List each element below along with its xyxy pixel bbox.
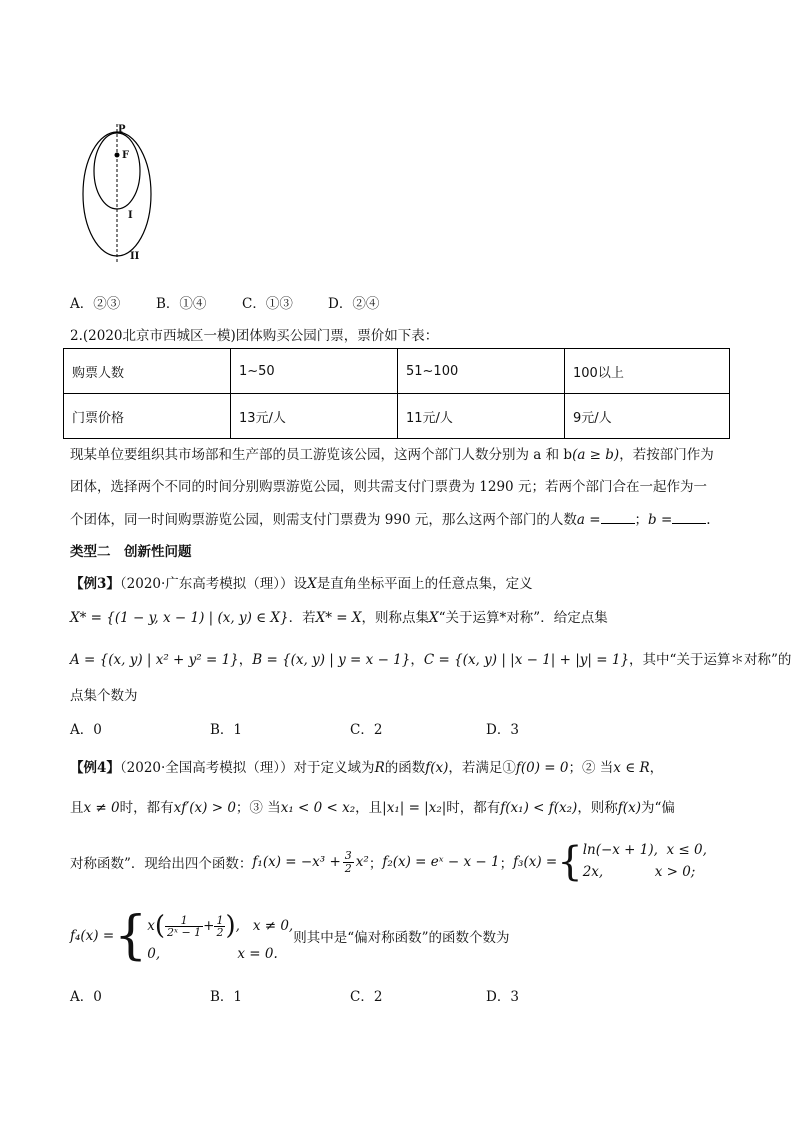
var-x: X	[307, 576, 317, 592]
ex4-line1	[70, 756, 663, 776]
set-b: B = {(x, y) | y = x − 1}	[252, 652, 411, 668]
cond: x ≠ 0	[83, 800, 120, 816]
text: ，且	[355, 800, 383, 816]
choice-d: D．②④	[328, 296, 380, 312]
ex4-line2	[70, 796, 675, 816]
case2: 2x,	[582, 864, 604, 880]
ex3-line3	[70, 648, 791, 668]
ex4-line3	[70, 834, 707, 890]
choice-c: C．①③	[242, 296, 293, 312]
text: 时，都有	[119, 800, 174, 816]
choice-c: C．2	[350, 722, 383, 738]
choice-a: A．0	[70, 722, 102, 738]
period: .	[706, 512, 711, 528]
ex3-line4: 点集个数为	[70, 688, 138, 704]
sep: ，	[410, 652, 424, 668]
sep: ；	[499, 856, 514, 872]
ex4-choices	[70, 985, 586, 1005]
f2: f₂(x) = eˣ − x − 1	[382, 854, 500, 870]
plus: +	[203, 918, 215, 935]
x: x	[147, 918, 155, 935]
text: 且	[70, 800, 84, 816]
orbit-diagram	[70, 118, 180, 268]
q2-condition: (a ≥ b)	[572, 447, 620, 463]
table-cell: 100以上	[565, 349, 730, 394]
case2-cond: x > 0;	[654, 864, 696, 880]
case2-cond: x = 0.	[237, 945, 278, 962]
q2-line1-text: 现某单位要组织其市场部和生产部的员工游览该公园，这两个部门人数分别为 a 和 b	[70, 447, 573, 463]
table-cell: 51~100	[398, 349, 565, 394]
ex4-label: 【例4】	[70, 760, 120, 776]
q2-intro: 2.(2020北京市西城区一模)团体购买公园门票，票价如下表：	[70, 328, 439, 344]
text: ，则称	[577, 800, 618, 816]
ex3-choices	[70, 718, 586, 738]
focus-point	[115, 153, 120, 158]
text: 为“偏	[640, 800, 675, 816]
price-table	[63, 348, 730, 439]
q2-line1	[70, 443, 714, 463]
text: 时，都有	[446, 800, 501, 816]
choice-b: B．①④	[156, 296, 207, 312]
sep: ；	[634, 512, 649, 528]
ex3-line1	[70, 572, 533, 592]
q2-line2: 团体，选择两个不同的时间分别购票游览公园，则共需支付门票费为 1290 元；若两个部门合在一起作为一	[70, 479, 707, 495]
var-x: X	[429, 610, 439, 626]
text: “关于运算*对称”．给定点集	[438, 610, 608, 626]
cond-formula: X* = X	[315, 610, 362, 626]
text: ．若	[288, 610, 316, 626]
case1-cond: x ≠ 0,	[252, 918, 294, 935]
choice-d: D．3	[486, 989, 519, 1005]
choice-c: C．2	[350, 989, 383, 1005]
a-var: a =	[576, 512, 601, 528]
choice-a: A．②③	[70, 296, 121, 312]
f3-cases	[583, 840, 707, 883]
text: ，若满足①	[448, 760, 516, 776]
choice-b: B．1	[210, 989, 243, 1005]
sep: ；	[368, 856, 383, 872]
x-in-r: x ∈ R	[613, 760, 650, 776]
var-r: R	[374, 760, 385, 776]
label-f: F	[122, 150, 130, 161]
denominator: 2	[216, 926, 224, 940]
case1: ln(−x + 1),	[582, 842, 658, 859]
f1: f₁(x) = −x³ +	[252, 854, 341, 870]
text: ；③ 当	[235, 800, 281, 816]
table-row	[64, 349, 730, 394]
table-row	[64, 394, 730, 439]
text: ，则称点集	[361, 610, 430, 626]
f4-cases: x ( $\frac{1}{\text{2ˣ − 1}}$ + $\frac{1}{2}$ ) , x ≠ 0, 0, x = 0.	[147, 911, 294, 962]
cond3c: f(x₁) < f(x₂)	[500, 800, 578, 816]
text: 对称函数”．现给出四个函数：	[70, 856, 253, 872]
fraction	[214, 915, 225, 939]
ex4-question: 则其中是“偏对称函数”的函数个数为	[293, 930, 510, 946]
f1-tail: x²	[355, 854, 369, 870]
q2-line3	[70, 508, 711, 528]
table-cell: 11元/人	[398, 394, 565, 439]
fraction	[165, 915, 203, 939]
ex3-text: 是直角坐标平面上的任意点集，定义	[316, 576, 533, 592]
cond3b: |x₁| = |x₂|	[382, 800, 447, 816]
text: ；② 当	[568, 760, 614, 776]
q2-line3-text: 个团体，同一时间购票游览公园，则需支付门票费为 990 元，那么这两个部门的人数	[70, 512, 577, 528]
f3: f₃(x) =	[513, 854, 558, 870]
set-a: A = {(x, y) | x² + y² = 1}	[70, 652, 239, 668]
cond1: f(0) = 0	[515, 760, 569, 776]
ex3-line2	[70, 606, 608, 626]
table-cell: 9元/人	[565, 394, 730, 439]
section-title: 类型二 创新性问题	[70, 544, 192, 560]
table-cell: 1~50	[231, 349, 398, 394]
ex4-source: （2020·全国高考模拟（理））对于定义域为	[119, 760, 375, 776]
q1-choices	[70, 292, 414, 312]
case1-cond: x ≤ 0,	[666, 842, 707, 859]
fx: f(x)	[425, 760, 449, 776]
table-cell: 13元/人	[231, 394, 398, 439]
text: ，	[649, 760, 664, 776]
text: 的函数	[384, 760, 426, 776]
label-ii: II	[130, 251, 140, 262]
ex4-line4	[70, 904, 510, 968]
orbit-figure	[70, 118, 180, 268]
answer-blank-a	[601, 523, 635, 524]
ex3-source: （2020·广东高考模拟（理））设	[119, 576, 308, 592]
choice-d: D．3	[486, 722, 519, 738]
table-cell: 门票价格	[64, 394, 231, 439]
f4: f₄(x) =	[70, 928, 115, 944]
numerator: 3	[344, 848, 352, 862]
choice-b: B．1	[210, 722, 243, 738]
fraction	[343, 850, 354, 874]
label-p: P	[118, 124, 126, 135]
cond2: xf′(x) > 0	[173, 800, 236, 816]
q2-line1-tail: ，若按部门作为	[619, 447, 714, 463]
set-c: C = {(x, y) | |x − 1| + |y| = 1}	[423, 652, 630, 668]
b-var: b =	[648, 512, 673, 528]
cond3a: x₁ < 0 < x₂	[280, 800, 356, 816]
table-cell: 购票人数	[64, 349, 231, 394]
case2: 0,	[147, 945, 161, 962]
text: ，其中“关于运算＊对称”的	[629, 652, 792, 668]
numerator: 1	[216, 913, 224, 927]
denominator: 2ˣ − 1	[167, 926, 202, 940]
brace: {	[114, 906, 148, 966]
fx: f(x)	[617, 800, 641, 816]
label-i: I	[128, 210, 133, 221]
sep: ，	[238, 652, 253, 668]
numerator: 1	[165, 915, 203, 928]
ex3-label: 【例3】	[70, 576, 120, 592]
def-formula: X* = {(1 − y, x − 1) | (x, y) ∈ X}	[70, 610, 289, 626]
answer-blank-b	[672, 523, 706, 524]
choice-a: A．0	[70, 989, 102, 1005]
brace: {	[557, 839, 583, 885]
denominator: 2	[344, 861, 352, 875]
